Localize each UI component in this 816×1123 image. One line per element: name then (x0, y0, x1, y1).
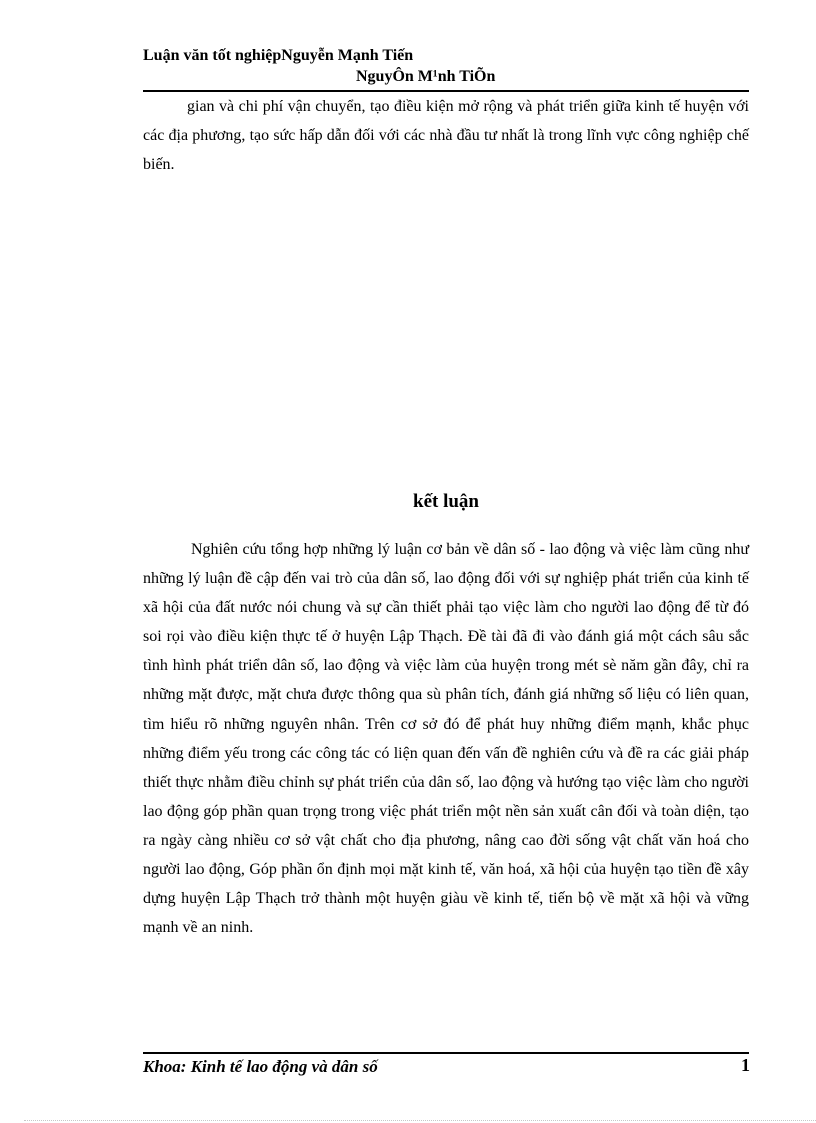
header-title: Luận văn tốt nghiệpNguyễn Mạnh Tiến (143, 47, 414, 64)
intro-paragraph: gian và chi phí vận chuyển, tạo điều kiện mở rộng và phát triển giữa kinh tế huyện với các địa phương, tạo sức hấp dẫn đối với các nhà đầu tư nhất là trong lĩnh vực công nghiệp chế biến. (143, 98, 749, 173)
footer-department: Khoa: Kinh tế lao động và dân số (143, 1057, 378, 1076)
page-edge-divider (24, 1120, 816, 1121)
section-title: kết luận (413, 491, 479, 512)
conclusion-paragraph: Nghiên cứu tổng hợp những lý luận cơ bản về dân số - lao động và việc làm cũng như những lý luận đề cập đến vai trò của dân số, lao động đối với sự nghiệp phát triển của kinh tế xã hội của đất nước nói chung và sự cần thiết phải tạo việc làm cho người lao động để từ đó soi rọi vào điều kiện thực tế ở huyện Lập Thạch. Đề tài đã đi vào đánh giá một cách sâu sắc tình hình phát triển dân số, lao động và việc làm của huyện trong mét sè năm gần đây, chỉ ra những mặt được, mặt chưa được thông qua sù phân tích, đánh giá những số liệu có liên quan, tìm hiểu rõ những nguyên nhân. Trên cơ sở đó để phát huy những điểm mạnh, khắc phục những điểm yếu trong các công tác có liện quan đến vấn đề nghiên cứu và đề ra các giải pháp thiết thực nhằm điều chỉnh sự phát triển của dân số, lao động và hướng tạo việc làm cho người lao động góp phần quan trọng trong việc phát triển một nền sản xuất cân đối và toàn diện, tạo ra ngày càng nhiều cơ sở vật chất cho địa phương, nâng cao đời sống vật chất văn hoá cho người lao động, Góp phần ổn định mọi mặt kinh tế, văn hoá, xã hội của huyện tạo tiền đề xây dựng huyện Lập Thạch trở thành một huyện giàu về kinh tế, tiến bộ về mặt xã hội và vững mạnh về an ninh. (143, 541, 749, 937)
header-author: NguyÔn M¹nh TiÕn (356, 68, 496, 85)
footer-divider (143, 1052, 749, 1054)
page-number: 1 (741, 1055, 750, 1075)
